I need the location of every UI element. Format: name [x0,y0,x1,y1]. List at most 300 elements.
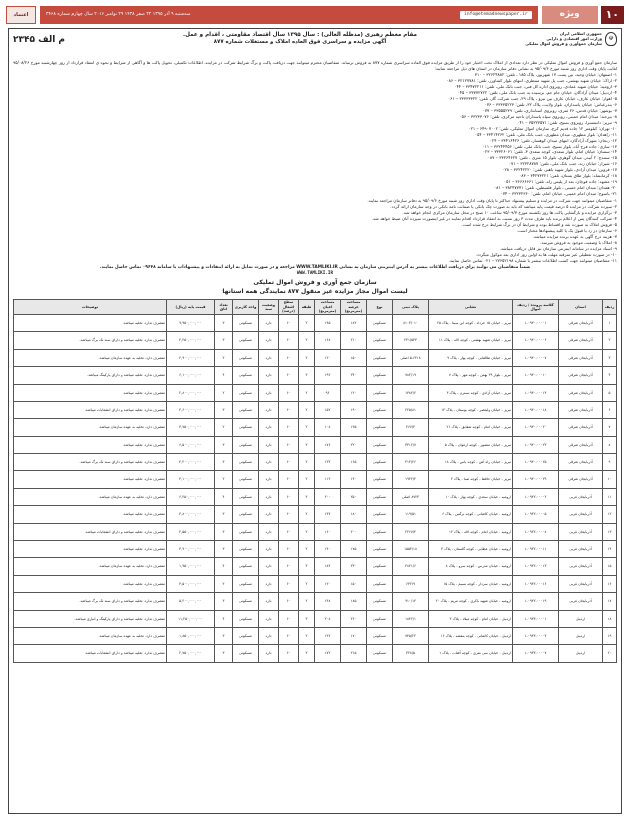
table-row [14,506,617,523]
cell-type: مسکونی [367,645,393,662]
notice-footer: ضمناً متقاضیان می توانند برای دریافت اطلاعات بیشتر به آدرس اینترنتی سازمان به نشانی WWW.TAMLIKI.IR مراجعه و در صورت تمایل به ارائه انتقادات و پیشنهادات با سامانه ۰۹۶۴۸ تماس حاصل نمایند. [99,264,531,270]
cell-province: آذربایجان غربی [559,541,603,558]
cell-rooms: ۴ [215,558,233,575]
office-contact-line: ۱۴- سمنان: خیابان امام، بلوار سعدی، کوچه سعدی ۳، تلفن: ۳۳۳۲۶۰۶۱ – ۰۲۳ [482,149,617,155]
cell-description: متصرف ندارد. تخلیه میباشد و دارای پارکینگ میباشد. [14,367,167,384]
cell-province: اردبیل [559,627,603,644]
notice-note: ۴- شرکت کنندگان پس از اعلام برنده باید ظرف مدت ۳ روز نسبت به انعقاد قرارداد اقدام نمایند در غیر اینصورت سپرده آنان ضبط خواهد شد. [371,215,617,221]
cell-floor: ۲ [299,523,315,540]
cell-usage: مسکونی [233,575,259,592]
cell-land-area: ۲۱۰ [341,332,367,349]
cell-province: آذربایجان شرقی [559,332,603,349]
cell-building-area: ۱۴۸ [315,593,341,610]
cell-case-id: ۱-۰۹۳۰-۰۰۰۱۰ [513,367,559,384]
cell-description: متصرف ندارد. تخلیه میباشد و دارای سند تک برگ میباشد. [14,454,167,471]
cell-address: تبریز - خیابان طالقانی - کوچه بهار - پلاک ۹ [429,349,513,366]
cell-base-price: ۲,۹۰۰,۰۰۰,۰۰۰ [167,349,215,366]
column-header: توضیحات [14,299,167,314]
cell-deed-status: دارد [259,454,279,471]
cell-address: تبریز - خیابان شهید بهشتی - کوچه لاله - پلاک ۱۱ [429,332,513,349]
org-line: جمهوری اسلامی ایران [559,31,602,36]
org-block [497,32,617,47]
cell-floor: ۳ [299,645,315,662]
cell-row-number: ۱ [603,314,617,331]
cell-address: ارومیه - خیابان سعدی - کوچه بهار - پلاک ۱۰ [429,488,513,505]
cell-deed-status: دارد [259,384,279,401]
cell-land-area: ۲۶۰ [341,610,367,627]
table-row [14,454,617,471]
cell-coverage: ۶۰ [279,523,299,540]
cell-type: مسکونی [367,575,393,592]
cell-province: آذربایجان غربی [559,593,603,610]
cell-case-id: ۱-۰۹۳۰-۰۰۰۲۵ [513,454,559,471]
cell-case-id: ۱-۰۹۳۲-۰۰۰۰۵ [513,506,559,523]
cell-row-number: ۱۷ [603,593,617,610]
table-body [14,314,617,662]
website-link[interactable]: WWW.TAMLIKI.IR [296,270,334,276]
column-header: استان [559,299,603,314]
cell-address: تبریز - خیابان راه آهن - کوچه یاس - پلاک ۱۸ [429,454,513,471]
cell-row-number: ۱۹ [603,627,617,644]
column-header: کلاسه پرونده / ردیف اموال [513,299,559,314]
property-table [13,299,617,663]
cell-deed-status: دارد [259,593,279,610]
table-row [14,593,617,610]
cell-plate: ۳۲۸/۵ [393,645,429,662]
cell-deed-status: دارد [259,419,279,436]
cell-building-area: ۱۹۲ [315,367,341,384]
cell-type: مسکونی [367,419,393,436]
cell-usage: مسکونی [233,645,259,662]
cell-row-number: ۱۳ [603,523,617,540]
cell-plate: ۷۸۲/۱۹ [393,367,429,384]
cell-type: مسکونی [367,488,393,505]
cell-deed-status: دارد [259,523,279,540]
cell-base-price: ۵,۲۰۰,۰۰۰,۰۰۰ [167,593,215,610]
cell-deed-status: دارد [259,488,279,505]
cell-coverage: ۶۰ [279,506,299,523]
office-contact-line: ۶- بندرعباس: خیابان پاسداران، بلوار ولایت، پلاک ۳۲، تلفن: ۳۳۳۳۵۲۲۳ – ۰۷۶ [484,101,617,107]
cell-address: ارومیه - خیابان امام - کوچه لاله - پلاک ۱۲ [429,523,513,540]
cell-deed-status: دارد [259,332,279,349]
cell-plate: ۴۸۲۱/۶ [393,558,429,575]
cell-plate: ۲۲۵/۸۱ [393,401,429,418]
column-header: مساحت عرصه (مترمربع) [341,299,367,314]
cell-deed-status: دارد [259,506,279,523]
office-contact-line: ۱۳- ساری: جاده فرح آباد، بلوار بسیج، جنب بانک ملی، تلفن: ۳۳۲۴۴۴۵۶ – ۰۱۱ [482,143,617,149]
cell-case-id: ۱-۰۹۳۰-۰۰۰۲۰ [513,419,559,436]
cell-floor: ۳ [299,367,315,384]
cell-base-price: ۴,۵۵۰,۰۰۰,۰۰۰ [167,523,215,540]
office-contact-line: ۸- بیرجند: میدان امام خمینی، روبروی سپاه پاسداران ناحیه مرکزی، تلفن: ۳۳۲۳۳۰۷۶ – ۰۵۶ [459,113,617,119]
table-row [14,558,617,575]
cell-floor: ۲ [299,314,315,331]
cell-address: اردبیل - خیابان کاشانی - کوچه بنفشه - پلاک ۱۶ [429,627,513,644]
cell-province: آذربایجان شرقی [559,314,603,331]
cell-usage: مسکونی [233,610,259,627]
table-row [14,627,617,644]
cell-usage: مسکونی [233,401,259,418]
table-row [14,645,617,662]
cell-type: مسکونی [367,384,393,401]
cell-base-price: ۴,۸۰۰,۰۰۰,۰۰۰ [167,506,215,523]
cell-coverage: ۶۰ [279,332,299,349]
cell-description: متصرف ندارد. تخلیه میباشد. [14,541,167,558]
cell-coverage: ۶۰ [279,314,299,331]
org-lines [525,32,602,47]
cell-description: متصرف ندارد. تخلیه میباشد و دارای پارکینگ و انباری میباشد. [14,610,167,627]
cell-row-number: ۶ [603,401,617,418]
cell-usage: مسکونی [233,627,259,644]
cell-rooms: ۳ [215,436,233,453]
cell-rooms: ۲ [215,384,233,401]
notice-note: ۸- املاک با وضعیت موجود به فروش میرسد. [540,239,617,245]
cell-land-area: ۲۴۰ [341,367,367,384]
cell-floor: ۲ [299,506,315,523]
table-row [14,314,617,331]
cell-usage: مسکونی [233,332,259,349]
cell-description: متصرف دارد. تخلیه به عهده سازمان میباشد. [14,558,167,575]
cell-coverage: ۶۰ [279,558,299,575]
cell-case-id: ۱-۰۹۳۳-۰۰۰۰۱ [513,610,559,627]
cell-plate: ۱۱۹/۵۱ [393,506,429,523]
cell-rooms: ۳ [215,593,233,610]
cell-coverage: ۶۰ [279,454,299,471]
notice-note: ۱- متقاضیان میتوانند جهت شرکت در مزایده و تسلیم پیشنهاد حداکثر تا پایان وقت اداری روز شنبه مورخ ۹۵/۰۹/۶ به دفاتر سازمان مراجعه نمایند. [367,198,617,204]
cell-rooms: ۳ [215,332,233,349]
cell-land-area: ۱۵۰ [341,349,367,366]
cell-land-area: ۲۱۵ [341,645,367,662]
cell-address: تبریز - بلوار ۲۹ بهمن - کوچه مهر - پلاک ۷ [429,367,513,384]
cell-base-price: ۳,۱۰۰,۰۰۰,۰۰۰ [167,471,215,488]
cell-description: متصرف ندارد. تخلیه میباشد. [14,575,167,592]
office-contact-line: ۱۰- تهران: کیلومتر ۱۲ جاده قدیم کرج، سازمان اموال تملیکی، تلفن: ۶۴۹۰۷۰۰۲ – ۰۲۱ [468,125,617,131]
cell-case-id: ۱-۰۹۳۰-۰۰۰۰۷ [513,349,559,366]
cell-building-area: ۱۵۲ [315,401,341,418]
cell-deed-status: دارد [259,349,279,366]
cell-rooms: ۴ [215,488,233,505]
cell-base-price: ۲,۸۰۰,۰۰۰,۰۰۰ [167,384,215,401]
notice-note: ۷- هزینه درج آگهی به عهده برنده مزایده میباشد. [532,233,617,239]
section-word: ویژه [542,6,598,24]
cell-case-id: ۱-۰۹۳۲-۰۰۰۰۲ [513,488,559,505]
cell-description: متصرف ندارد. تخلیه میباشد. [14,384,167,401]
cell-coverage: ۶۰ [279,436,299,453]
cell-coverage: ۶۰ [279,645,299,662]
cell-case-id: ۱-۰۹۳۲-۰۰۰۱۳ [513,558,559,575]
cell-land-area: ۱۸۰ [341,506,367,523]
cell-description: متصرف ندارد. تخلیه میباشد و دارای انشعابات میباشد. [14,401,167,418]
notice-body [13,60,617,297]
cell-coverage: ۶۰ [279,367,299,384]
cell-rooms: ۳ [215,541,233,558]
cell-usage: مسکونی [233,593,259,610]
cell-type: مسکونی [367,436,393,453]
notice-note: ۶- سازمان در رد یا قبول یک یا کلیه پیشنهادها مختار است. [516,227,617,233]
cell-usage: مسکونی [233,558,259,575]
cell-base-price: ۴,۲۰۰,۰۰۰,۰۰۰ [167,454,215,471]
cell-usage: مسکونی [233,384,259,401]
table-row [14,419,617,436]
cell-land-area: ۱۷۵ [341,541,367,558]
cell-coverage: ۶۰ [279,401,299,418]
cell-description: متصرف ندارد. تخلیه میباشد. [14,471,167,488]
cell-floor: ۳ [299,436,315,453]
emblem-icon: ☫ [605,32,617,46]
cell-deed-status: دارد [259,401,279,418]
cell-plate: ۴۱۴/۲۶ [393,454,429,471]
cell-address: ارومیه - خیابان مدرس - کوچه سرو - پلاک ۸ [429,558,513,575]
cell-description: متصرف ندارد. تخلیه میباشد و دارای انشعابات میباشد. [14,645,167,662]
cell-description: متصرف دارد. تخلیه به عهده سازمان میباشد. [14,419,167,436]
cell-base-price: ۳,۹۰۰,۰۰۰,۰۰۰ [167,541,215,558]
office-contact-line: ۱۹- مشهد: جاده قوچان، بعد از پلیس راه، تلفن: ۳۶۶۶۶۶۶۱ – ۰۵۱ [503,179,617,185]
cell-coverage: ۶۰ [279,575,299,592]
cell-rooms: ۲ [215,419,233,436]
cell-building-area: ۱۳۶ [315,627,341,644]
cell-rooms: ۳ [215,627,233,644]
cell-case-id: ۱-۰۹۳۲-۰۰۰۰۸ [513,523,559,540]
cell-plate: ۱۵۵۴/۱۸ [393,541,429,558]
notice-title-line2: آگهی مزایده و سراسری فوق العاده املاک و مستغلات شماره ۸۷۷ [213,38,387,45]
section-tag [542,6,624,24]
cell-row-number: ۱۱ [603,488,617,505]
cell-row-number: ۱۵ [603,558,617,575]
cell-rooms: ۲ [215,349,233,366]
column-header: طبقه [299,299,315,314]
cell-case-id: ۱-۰۹۳۰-۰۰۰۰۶ [513,332,559,349]
cell-rooms: ۳ [215,454,233,471]
cell-address: تبریز - خیابان آزادی - کوچه نسترن - پلاک ۳ [429,384,513,401]
cell-row-number: ۴ [603,367,617,384]
notice-note: ۵- فروش املاک به صورت نقد و اقساط بوده و شرایط آن در برگ شرایط درج شده است. [461,221,617,227]
cell-building-area: ۱۰۸ [315,419,341,436]
table-row [14,488,617,505]
cell-building-area: ۱۳۲ [315,454,341,471]
cell-land-area: ۱۶۵ [341,454,367,471]
cell-land-area: ۱۹۰ [341,401,367,418]
column-header: ردیف [603,299,617,314]
cell-rooms: ۳ [215,506,233,523]
cell-row-number: ۸ [603,436,617,453]
cell-floor: ۳ [299,610,315,627]
cell-rooms: ۴ [215,367,233,384]
column-header: سطح اشغال (درصد) [279,299,299,314]
cell-plate: ۵-۶۲۱۸ اصلی [393,349,429,366]
cell-floor: ۳ [299,558,315,575]
cell-address: تبریز - خیابان ولیعصر - کوچه بوستان - پلاک ۱۴ [429,401,513,418]
cell-type: مسکونی [367,314,393,331]
cell-row-number: ۷ [603,419,617,436]
cell-rooms: ۳ [215,314,233,331]
table-row [14,332,617,349]
cell-deed-status: دارد [259,541,279,558]
cell-address: اردبیل - خیابان سی متری - کوچه آفتاب - پلاک ۱ [429,645,513,662]
column-header: نشانی [429,299,513,314]
cell-floor: ۲ [299,401,315,418]
cell-description: متصرف دارد. تخلیه به عهده سازمان میباشد. [14,488,167,505]
cell-province: آذربایجان شرقی [559,349,603,366]
office-contact-line: ۲۰- همدان: میدان امام خمینی ، بلوار فلسطین، تلفن: ۳۸۲۴۷۷۷۱ – ۰۸۱ [493,185,617,191]
table-row [14,384,617,401]
cell-plate: ۲۳۱/۵۴۳ [393,332,429,349]
cell-coverage: ۶۰ [279,541,299,558]
cell-building-area: ۱۴۴ [315,506,341,523]
cell-address: ارومیه - خیابان سردار - کوچه نسیم - پلاک ۱۵ [429,575,513,592]
cell-address: اردبیل - خیابان امام - کوچه میلاد - پلاک ۳ [429,610,513,627]
cell-coverage: ۶۰ [279,610,299,627]
cell-plate: ۳۳۱۲/۷ [393,436,429,453]
office-contact-line: ۱۲- زنجان: شهرک آزادگان، انتهای میدان کوهسار، تلفن: ۳۳۴۱۶۴۲۶ – ۰۲۴ [489,137,617,143]
auction-notice [8,28,622,814]
cell-floor: ۲ [299,627,315,644]
cell-floor: ۳ [299,488,315,505]
cell-row-number: ۱۰ [603,471,617,488]
cell-land-area: ۱۲۰ [341,384,367,401]
notice-notes [13,198,617,263]
notice-note: ۱۱- متقاضیان میتوانند جهت کسب اطلاعات بیشتر با شماره ۲۷۶۵۲۱۹۸ – ۰۲۱ تماس حاصل نمایند. [448,257,617,263]
cell-usage: مسکونی [233,367,259,384]
cell-land-area: ۲۰۰ [341,523,367,540]
cell-coverage: ۶۰ [279,593,299,610]
cell-plate: ۷۴۵/۲۲ [393,627,429,644]
cell-rooms: ۳ [215,645,233,662]
cell-row-number: ۹ [603,454,617,471]
office-contact-line: ۴- اردبیل: میدان آزادگان، خیابان جام جم، نرسیده به جنب بانک ملی، تلفن: ۳۳۷۷۲۷۲۲ – ۰۴۵ [457,89,617,95]
cell-row-number: ۱۸ [603,610,617,627]
cell-description: متصرف ندارد. تخلیه میباشد. [14,436,167,453]
cell-type: مسکونی [367,523,393,540]
table-row [14,575,617,592]
cell-usage: مسکونی [233,314,259,331]
cell-coverage: ۶۰ [279,349,299,366]
cell-floor: ۲ [299,471,315,488]
cell-building-area: ۱۶۸ [315,332,341,349]
cell-floor: ۲ [299,541,315,558]
cell-land-area: ۱۸۲ [341,314,367,331]
cell-land-area: ۱۷۰ [341,627,367,644]
cell-base-price: ۱,۹۵۰,۰۰۰,۰۰۰ [167,558,215,575]
header-band [40,6,538,24]
cell-description: متصرف ندارد. تخلیه میباشد و دارای سند تک برگ میباشد. [14,593,167,610]
cell-province: آذربایجان شرقی [559,436,603,453]
cell-row-number: ۲ [603,332,617,349]
cell-building-area: ۲۰۰ [315,488,341,505]
cell-floor: ۲ [299,332,315,349]
cell-address: تبریز - خیابان منصور - کوچه ارغوان - پلاک ۵ [429,436,513,453]
cell-building-area: ۱۲۰ [315,575,341,592]
column-header: تعداد اتاق [215,299,233,314]
notice-title [103,32,497,46]
header-date: سه‌شنبه ۹ آذر ۱۳۹۵ ۲۲ صفر ۱۴۳۸ ۲۹ نوامبر ۲۰۱۶ سال چهارم شماره ۳۴۶۸ [46,12,191,18]
office-contact-line: ۱۸- کرمانشاه: بلوار طاق بستان، تلفن: ۳۴۲۷۳۲۲۱ – ۰۸۳ [518,173,617,179]
office-contacts [13,72,617,197]
cell-usage: مسکونی [233,506,259,523]
notice-code: م الف ۲۳۴۵ [13,35,66,45]
cell-building-area: ۱۷۲ [315,645,341,662]
table-header-row [14,299,617,314]
cell-type: مسکونی [367,506,393,523]
cell-floor: ۲ [299,575,315,592]
cell-coverage: ۶۰ [279,384,299,401]
cell-type: مسکونی [367,541,393,558]
cell-base-price: ۶,۵۰۰,۰۰۰,۰۰۰ [167,436,215,453]
table-row [14,523,617,540]
cell-building-area: ۱۷۶ [315,436,341,453]
cell-description: متصرف ندارد. تخلیه میباشد و دارای سند تک برگ میباشد. [14,332,167,349]
cell-type: مسکونی [367,558,393,575]
cell-floor: ۲ [299,593,315,610]
cell-case-id: ۱-۰۹۳۲-۰۰۰۱۹ [513,593,559,610]
notice-intro: سازمان جمع آوری و فروش اموال تملیکی در نظر دارد تعدادی از املاک تحت اختیار خود را از طریق مزایده فوق العاده سراسری شماره ۸۷۷ به فروش برساند. متقاضیان محترم میتوانند جهت دریافت پاکت و برگ شرایط شرکت در مزایده، اطلاعات تکمیلی، تحویل پاکت ها و آگاهی از شرایط و نحوه ی انعقاد قرارداد از روز چهارشنبه مورخ ۹۵/۰۸/۲۶ لغایت پایان وقت اداری روز شنبه مورخ ۹۵/۰۹/۶ به نشانی دفاتر سازمان در استان های ذیل مراجعه نمایند: [13,60,617,71]
office-contact-line: ۱۷- قزوین: میدان آزادی، بلوار شهید باهنر، تلفن: ۳۳۲۴۲۲۲۰ – ۰۲۸ [502,167,617,173]
org-line: وزارت امور اقتصادی و دارایی [546,35,602,41]
org-line: سازمان جمع‌آوری و فروش اموال تملیکی [525,40,602,46]
cell-coverage: ۶۰ [279,471,299,488]
cell-province: اردبیل [559,610,603,627]
cell-plate: ۴۶۷/۳ [393,419,429,436]
cell-plate: ۱۹۴۲/۴ [393,471,429,488]
cell-deed-status: دارد [259,314,279,331]
cell-coverage: ۶۰ [279,627,299,644]
table-row [14,471,617,488]
column-header: پلاک ثبتی [393,299,429,314]
cell-floor: ۲ [299,454,315,471]
cell-base-price: ۹,۹۵۰,۰۰۰,۰۰۰ [167,314,215,331]
cell-type: مسکونی [367,593,393,610]
cell-coverage: ۶۰ [279,419,299,436]
cell-row-number: ۳ [603,349,617,366]
cell-rooms: ۳ [215,401,233,418]
page-header [6,4,624,26]
office-contact-line: ۳- ارومیه: خیابان شهید عمادی، روبروی اداره کل فنی، جنب بانک ملی، تلفن: ۳۳۴۷۲۲۱۱ – ۰۴۴ [454,84,617,89]
cell-coverage: ۶۰ [279,488,299,505]
cell-building-area: ۱۶۰ [315,523,341,540]
table-row [14,401,617,418]
cell-building-area: ۱۲۰ [315,349,341,366]
cell-plate: ۸۱۰۳/۰۱۰ [393,314,429,331]
cell-deed-status: دارد [259,575,279,592]
header-email[interactable]: info@etemadnewspaper.ir [460,11,532,19]
cell-case-id: ۱-۰۹۳۲-۰۰۰۱۱ [513,541,559,558]
cell-row-number: ۲۰ [603,645,617,662]
cell-base-price: ۲,۷۵۰,۰۰۰,۰۰۰ [167,645,215,662]
office-contact-line: ۱- اصفهان: خیابان وحید، بین پست ۱۷ شهریور، پلاک ۱۸۵ ، تلفن: ۳۲۶۲۴۸۸۲ – ۳۱۰ [474,72,617,78]
cell-usage: مسکونی [233,471,259,488]
cell-plate: ۱۸۴۲/۱ [393,610,429,627]
cell-case-id: ۱-۰۹۳۰-۰۰۰۱۸ [513,401,559,418]
cell-floor: ۲ [299,419,315,436]
cell-case-id: ۱-۰۹۳۳-۰۰۰۰۷ [513,645,559,662]
cell-province: آذربایجان شرقی [559,401,603,418]
cell-description: متصرف ندارد. تخلیه میباشد. [14,506,167,523]
cell-deed-status: دارد [259,558,279,575]
newspaper-logo: اعتماد [6,6,36,24]
cell-row-number: ۱۶ [603,575,617,592]
cell-floor: ۲ [299,349,315,366]
cell-plate: ۱۳۸۴/۲ [393,384,429,401]
cell-address: ارومیه - خیابان کاشانی - کوچه نرگس - پلاک ۶ [429,506,513,523]
cell-deed-status: دارد [259,471,279,488]
cell-rooms: ۳ [215,523,233,540]
cell-base-price: ۱,۸۵۰,۰۰۰,۰۰۰ [167,627,215,644]
cell-plate: ۶۳۲/۹ [393,575,429,592]
list-title: لیست اموال مجاز مزایده غیر منقول ۸۷۷ نمایندگی همه استانها [222,288,408,296]
table-row [14,541,617,558]
notice-head [13,32,617,58]
cell-building-area: ۱۴۵ [315,314,341,331]
cell-rooms: ۲ [215,471,233,488]
